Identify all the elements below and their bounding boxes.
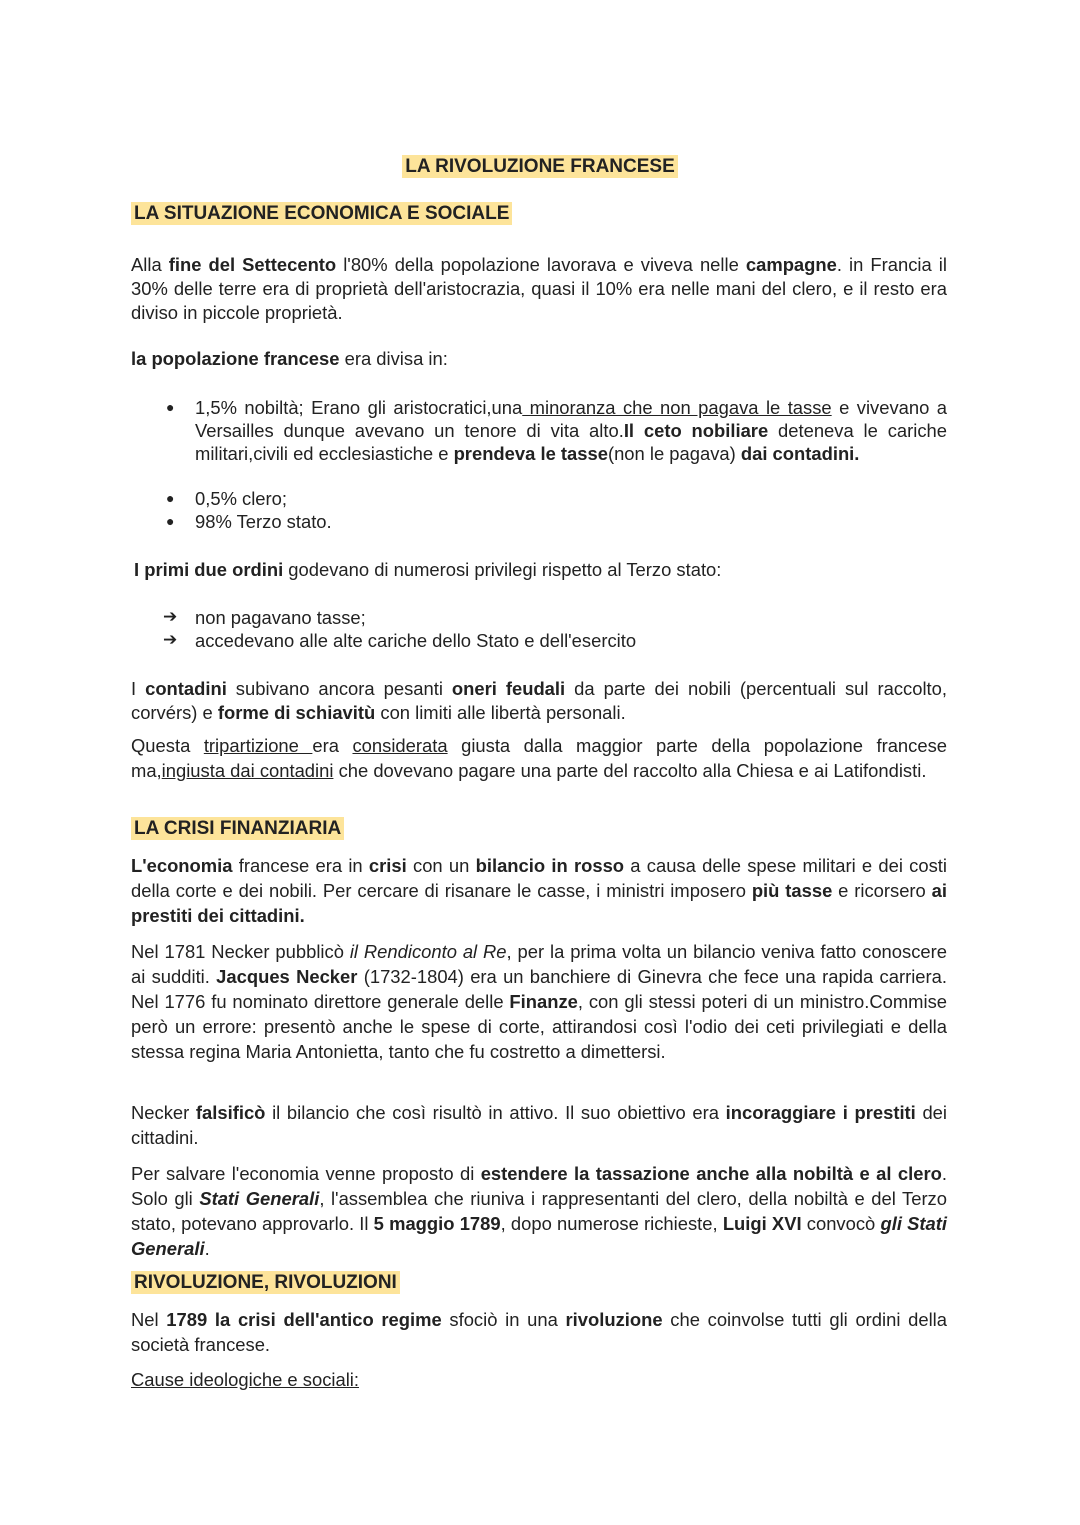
- list-item-arrow: accedevano alle alte cariche dello Stato e dell'esercito: [195, 630, 637, 651]
- list-item-terzo-stato: 98% Terzo stato.: [195, 511, 332, 532]
- paragraph-necker-falsifico: Necker falsificò il bilancio che così risultò in attivo. Il suo obiettivo era incoraggiare i prestiti dei cittadini.: [131, 1102, 948, 1148]
- paragraph-stati-generali: Per salvare l'economia venne proposto di estendere la tassazione anche alla nobiltà e al clero. Solo gli Stati Generali, l'assemblea che riuniva i rappresentanti del clero, della nobiltà e del Terzo stato, potevano approvarlo. Il 5 maggio 1789, dopo numerose richieste, Luigi XVI convocò gli Stati Generali.: [131, 1163, 947, 1259]
- paragraph-primi-due-ordini: I primi due ordini godevano di numerosi privilegi rispetto al Terzo stato:: [134, 559, 722, 580]
- bullet-icon: ●: [166, 490, 175, 506]
- paragraph-divisione: la popolazione francese era divisa in:: [131, 348, 448, 369]
- paragraph-economia-crisi: L'economia francese era in crisi con un bilancio in rosso a causa delle spese militari e dei costi della corte e dei nobili. Per cercare di risanare le casse, i ministri imposero più tasse e ricorsero ai prestiti dei cittadini.: [131, 855, 947, 926]
- page-title-text: LA RIVOLUZIONE FRANCESE: [402, 155, 678, 178]
- section-heading-crisi: LA CRISI FINANZIARIA: [131, 818, 344, 840]
- subheading-cause: Cause ideologiche e sociali:: [131, 1369, 359, 1390]
- list-item-clero: 0,5% clero;: [195, 488, 287, 509]
- list-item-nobilta: 1,5% nobiltà; Erano gli aristocratici,una minoranza che non pagava le tasse e vivevano a Versailles dunque avevano un tenore di vita alto.Il ceto nobiliare deteneva le cariche militari,civili ed ecclesiastiche e prendeva le tasse(non le pagava) dai contadini.: [195, 397, 948, 464]
- section-heading-rivoluzione: RIVOLUZIONE, RIVOLUZIONI: [131, 1272, 400, 1294]
- section-heading-economica: LA SITUAZIONE ECONOMICA E SOCIALE: [131, 203, 512, 225]
- list-item-arrow: non pagavano tasse;: [195, 607, 366, 628]
- arrow-right-icon: ➔: [163, 607, 178, 626]
- paragraph-contadini: I contadini subivano ancora pesanti oneri feudali da parte dei nobili (percentuali sul raccolto, corvérs) e forme di schiavitù con limiti alle libertà personali.: [131, 678, 947, 723]
- paragraph-1789: Nel 1789 la crisi dell'antico regime sfociò in una rivoluzione che coinvolse tutti gli ordini della società francese.: [131, 1309, 947, 1355]
- page-title: [0, 156, 1080, 178]
- paragraph-tripartizione: Questa tripartizione era considerata giusta dalla maggior parte della popolazione francese ma,ingiusta dai contadini che dovevano pagare una parte del raccolto alla Chiesa e ai Latifondisti.: [131, 735, 948, 781]
- paragraph-necker-rendiconto: Nel 1781 Necker pubblicò il Rendiconto al Re, per la prima volta un bilancio veniva fatto conoscere ai sudditi. Jacques Necker (1732-1804) era un banchiere di Ginevra che fece una rapida carriera. Nel 1776 fu nominato direttore generale delle Finanze, con gli stessi poteri di un ministro.Commise però un errore: presentò anche le spese di corte, attirandosi così l'odio dei ceti privilegiati e della stessa regina Maria Antonietta, tanto che fu costretto a dimettersi.: [131, 941, 947, 1062]
- bullet-icon: ●: [166, 513, 175, 529]
- bullet-icon: ●: [166, 399, 175, 415]
- arrow-right-icon: ➔: [163, 630, 178, 649]
- paragraph-popolazione-campagne: Alla fine del Settecento l'80% della popolazione lavorava e viveva nelle campagne. in Francia il 30% delle terre era di proprietà dell'aristocrazia, quasi il 10% era nelle mani del clero, e il resto era diviso in piccole proprietà.: [131, 254, 947, 323]
